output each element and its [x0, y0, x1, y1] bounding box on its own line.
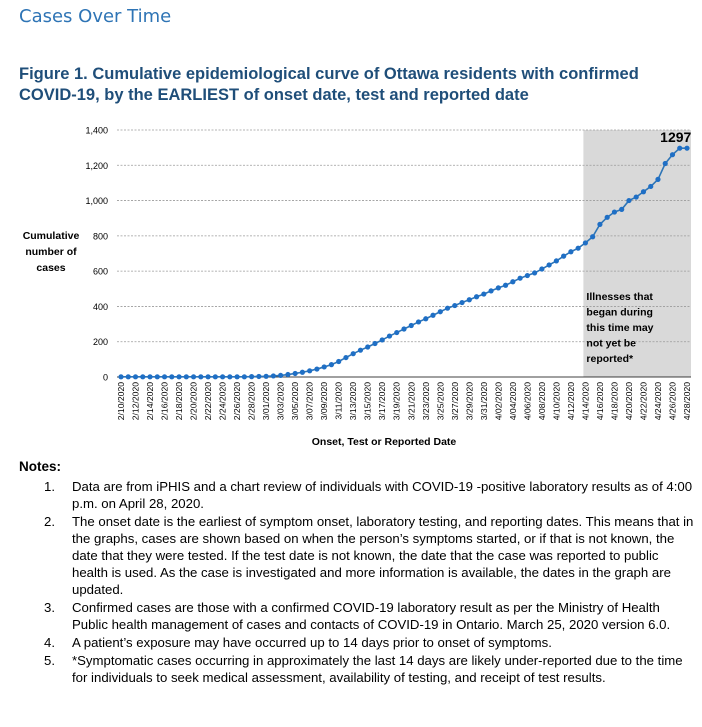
x-tick-label: 3/21/2020: [406, 382, 417, 421]
y-tick-label: 600: [92, 266, 108, 277]
data-point: [314, 366, 319, 371]
y-tick-label: 1,400: [85, 125, 108, 136]
data-point: [162, 374, 167, 379]
x-tick-label: 3/13/2020: [348, 382, 359, 421]
data-point: [285, 372, 290, 377]
note-number: 3.: [44, 600, 55, 615]
data-point: [213, 374, 218, 379]
data-point: [176, 374, 181, 379]
data-point: [293, 371, 298, 376]
x-tick-label: 2/20/2020: [188, 382, 199, 421]
data-point: [619, 207, 624, 212]
data-point: [365, 344, 370, 349]
data-point: [358, 348, 363, 353]
y-tick-label: 0: [102, 372, 108, 383]
data-point: [155, 374, 160, 379]
x-axis-label: Onset, Test or Reported Date: [311, 436, 457, 448]
x-tick-label: 3/01/2020: [261, 382, 272, 421]
x-tick-label: 2/18/2020: [174, 382, 185, 421]
x-tick-label: 2/12/2020: [130, 382, 141, 421]
data-point: [307, 368, 312, 373]
x-tick-label: 3/03/2020: [275, 382, 286, 421]
x-axis-ticks: [116, 382, 692, 420]
data-point: [249, 374, 254, 379]
notes-heading: Notes:: [19, 459, 62, 474]
data-point: [554, 258, 559, 263]
data-point: [351, 351, 356, 356]
data-point: [322, 364, 327, 369]
x-tick-label: 3/19/2020: [391, 382, 402, 421]
note-number: 4.: [44, 635, 55, 650]
data-point: [423, 316, 428, 321]
data-point: [118, 374, 123, 379]
data-point: [488, 288, 493, 293]
x-tick-label: 2/26/2020: [232, 382, 243, 421]
y-axis-label-line: Cumulative: [22, 230, 80, 242]
x-tick-label: 3/11/2020: [333, 382, 344, 420]
data-point: [205, 374, 210, 379]
data-point: [372, 341, 377, 346]
note-item: [44, 478, 696, 512]
data-point: [532, 270, 537, 275]
y-axis-label: [23, 230, 80, 274]
shaded-region-label-line: this time may: [586, 322, 654, 334]
x-tick-label: 4/14/2020: [580, 382, 591, 421]
data-point: [576, 246, 581, 251]
data-point: [264, 374, 269, 379]
data-point: [539, 266, 544, 271]
data-point: [445, 306, 450, 311]
data-point: [343, 355, 348, 360]
x-tick-label: 3/05/2020: [290, 382, 301, 421]
data-point: [300, 370, 305, 375]
note-item: [44, 599, 696, 633]
data-point: [242, 374, 247, 379]
data-point: [133, 374, 138, 379]
data-point: [597, 222, 602, 227]
x-tick-label: 4/26/2020: [667, 382, 678, 421]
data-point: [459, 300, 464, 305]
data-point: [394, 330, 399, 335]
x-tick-label: 3/15/2020: [362, 382, 373, 421]
data-point: [256, 374, 261, 379]
data-point: [641, 189, 646, 194]
data-point: [336, 359, 341, 364]
data-point: [634, 194, 639, 199]
x-tick-label: 4/08/2020: [536, 382, 547, 421]
data-point: [605, 215, 610, 220]
x-tick-label: 4/10/2020: [551, 382, 562, 421]
note-item: [44, 634, 696, 651]
data-point: [481, 291, 486, 296]
x-tick-label: 4/24/2020: [652, 382, 663, 421]
shaded-region-label-line: reported*: [586, 353, 634, 365]
data-point: [663, 161, 668, 166]
data-point: [147, 374, 152, 379]
data-point: [227, 374, 232, 379]
x-tick-label: 4/02/2020: [493, 382, 504, 421]
data-point: [401, 326, 406, 331]
data-point: [503, 283, 508, 288]
data-point: [561, 254, 566, 259]
shaded-region-label-line: not yet be: [586, 337, 637, 350]
data-point: [169, 374, 174, 379]
data-point: [684, 146, 689, 151]
data-point: [583, 240, 588, 245]
data-point: [547, 262, 552, 267]
data-point: [648, 184, 653, 189]
cumulative-cases-chart: [0, 118, 702, 453]
peak-value-label: 1297: [660, 129, 692, 145]
x-tick-label: 3/31/2020: [478, 382, 489, 421]
y-tick-label: 1,200: [85, 160, 108, 171]
data-point: [626, 198, 631, 203]
data-point: [655, 177, 660, 182]
note-text: A patient’s exposure may have occurred up to 14 days prior to onset of symptoms.: [72, 635, 552, 650]
data-point: [380, 337, 385, 342]
y-tick-label: 800: [92, 231, 108, 242]
data-point: [198, 374, 203, 379]
y-tick-label: 1,000: [85, 196, 108, 207]
data-point: [329, 362, 334, 367]
shaded-region-label-line: began during: [586, 306, 653, 319]
note-text: The onset date is the earliest of symptom onset, laboratory testing, and reporting dates. This means that in the graphs, cases are shown based on when the person’s symptoms started, or if that is not known, the date that they were tested. If the test date is not known, the date that the case was reported to public health is used. As the case is investigated and more information is available, the dates in the graph are updated.: [72, 514, 694, 597]
data-point: [220, 374, 225, 379]
page-heading: Cases Over Time: [19, 6, 172, 27]
data-point: [416, 319, 421, 324]
data-point: [677, 146, 682, 151]
x-tick-label: 4/04/2020: [507, 382, 518, 421]
y-axis-label-line: number of: [25, 246, 77, 258]
data-point: [409, 323, 414, 328]
x-tick-label: 2/24/2020: [217, 382, 228, 421]
data-point: [510, 279, 515, 284]
x-tick-label: 3/07/2020: [304, 382, 315, 421]
data-point: [430, 313, 435, 318]
x-tick-label: 3/25/2020: [435, 382, 446, 421]
data-point: [271, 373, 276, 378]
x-tick-label: 2/16/2020: [159, 382, 170, 421]
data-point: [612, 209, 617, 214]
data-point: [191, 374, 196, 379]
data-point: [670, 152, 675, 157]
x-tick-label: 3/09/2020: [319, 382, 330, 421]
x-tick-label: 4/06/2020: [522, 382, 533, 421]
y-axis-ticks: [85, 126, 108, 383]
y-tick-label: 200: [92, 337, 108, 348]
data-point: [590, 234, 595, 239]
x-tick-label: 4/28/2020: [682, 382, 692, 421]
data-point: [452, 303, 457, 308]
data-point: [184, 374, 189, 379]
x-tick-label: 4/18/2020: [609, 382, 620, 421]
x-tick-label: 3/27/2020: [449, 382, 460, 421]
data-point: [474, 294, 479, 299]
note-text: Data are from iPHIS and a chart review of individuals with COVID-19 -positive laboratory results as of 4:00 p.m. on April 28, 2020.: [72, 479, 693, 511]
data-point: [278, 373, 283, 378]
x-tick-label: 2/28/2020: [246, 382, 257, 421]
data-point: [387, 333, 392, 338]
x-tick-label: 2/10/2020: [116, 382, 126, 421]
note-number: 1.: [44, 479, 55, 494]
figure-title: Figure 1. Cumulative epidemiological curve of Ottawa residents with confirmed COVID-19, by the EARLIEST of onset date, test and reported date: [19, 65, 639, 104]
x-tick-label: 2/22/2020: [203, 382, 214, 421]
shaded-region-label-line: Illnesses that: [586, 291, 653, 303]
data-point: [467, 297, 472, 302]
data-point: [438, 309, 443, 314]
data-point: [568, 249, 573, 254]
y-axis-label-line: cases: [36, 262, 66, 274]
x-tick-label: 3/29/2020: [464, 382, 475, 421]
note-item: [44, 652, 696, 686]
data-point: [126, 374, 131, 379]
x-tick-label: 4/16/2020: [594, 382, 605, 421]
x-tick-label: 3/17/2020: [377, 382, 388, 421]
y-tick-label: 400: [92, 301, 108, 312]
x-tick-label: 4/22/2020: [638, 382, 649, 421]
notes-list: [44, 478, 696, 687]
note-text: Confirmed cases are those with a confirmed COVID-19 laboratory result as per the Ministry of Health Public health management of cases and contacts of COVID-19 in Ontario. March 25, 2020 version 6.0.: [72, 600, 671, 632]
data-point: [235, 374, 240, 379]
data-point: [496, 285, 501, 290]
data-point: [525, 273, 530, 278]
note-number: 2.: [44, 514, 55, 529]
note-item: [44, 513, 696, 598]
note-number: 5.: [44, 653, 55, 668]
note-text: *Symptomatic cases occurring in approximately the last 14 days are likely under-reported due to the time for individuals to seek medical assessment, availability of testing, and receipt of test results.: [72, 653, 683, 685]
x-tick-label: 4/20/2020: [623, 382, 634, 421]
x-tick-label: 2/14/2020: [145, 382, 156, 421]
data-point: [518, 276, 523, 281]
x-tick-label: 3/23/2020: [420, 382, 431, 421]
data-point: [140, 374, 145, 379]
x-tick-label: 4/12/2020: [565, 382, 576, 421]
